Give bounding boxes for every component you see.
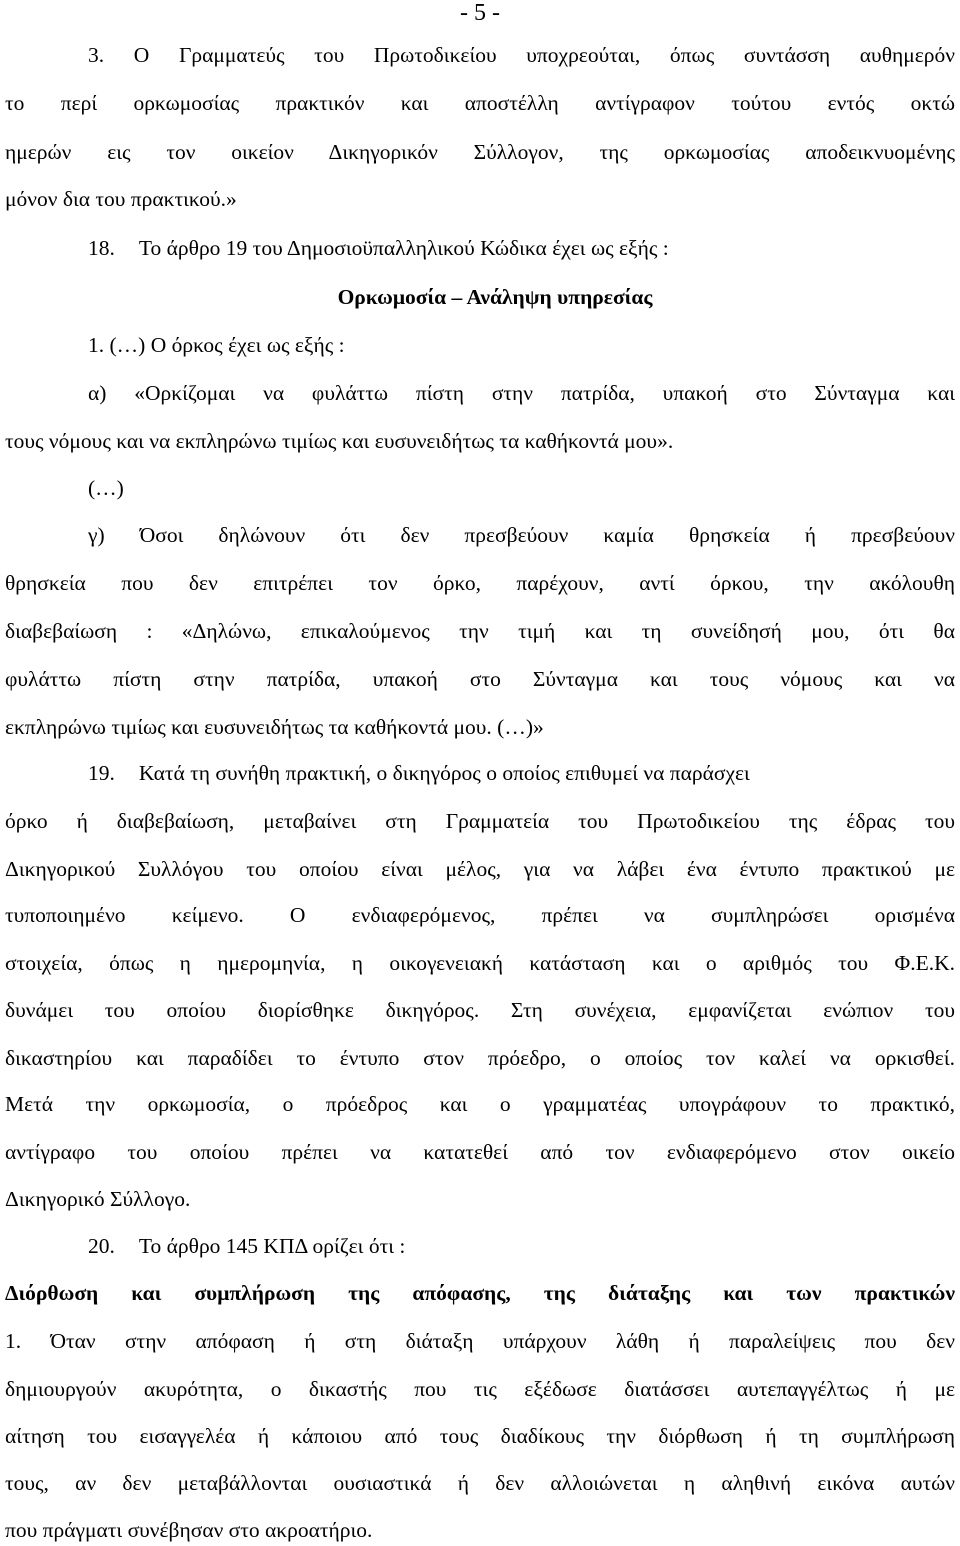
text-line: θρησκεία που δεν επιτρέπει τον όρκο, παρέχουν, αντί όρκου, την ακόλουθη: [5, 571, 955, 595]
text-line: φυλάττω πίστη στην πατρίδα, υπακοή στο Σύνταγμα και τους νόμους και να: [5, 667, 955, 691]
text-line: δυνάμει του οποίου διορίσθηκε δικηγόρος. Στη συνέχεια, εμφανίζεται ενώπιον του: [5, 998, 955, 1022]
section-number: 18.: [88, 236, 115, 260]
text-line: διαβεβαίωση : «Δηλώνω, επικαλούμενος την τιμή και τη συνείδησή μου, ότι θα: [5, 619, 955, 643]
text-line: στοιχεία, όπως η ημερομηνία, η οικογενειακή κατάσταση και ο αριθμός του Φ.Ε.Κ.: [5, 951, 955, 975]
text-line: α) «Ορκίζομαι να φυλάττω πίστη στην πατρίδα, υπακοή στο Σύνταγμα και: [88, 381, 955, 405]
text-line: 1. (…) Ο όρκος έχει ως εξής :: [88, 333, 345, 357]
text-line: τους, αν δεν μεταβάλλονται ουσιαστικά ή δεν αλλοιώνεται η αληθινή εικόνα αυτών: [5, 1471, 955, 1495]
section-number: 20.: [88, 1234, 115, 1258]
text-line: αντίγραφο του οποίου πρέπει να κατατεθεί από τον ενδιαφερόμενο στον οικείο: [5, 1140, 955, 1164]
text-line: τυποποιημένο κείμενο. Ο ενδιαφερόμενος, πρέπει να συμπληρώσει ορισμένα: [5, 903, 955, 927]
text-line: Δικηγορικό Σύλλογο.: [5, 1187, 191, 1211]
text-line: ημερών εις τον οικείον Δικηγορικόν Σύλλογον, της ορκωμοσίας αποδεικνυομένης: [5, 140, 955, 164]
subheading-oath: Ορκωμοσία – Ανάληψη υπηρεσίας: [337, 285, 653, 309]
section-18-heading: 18. Το άρθρο 19 του Δημοσιοϋπαλληλικού Κώδικα έχει ως εξής :: [88, 236, 669, 260]
text-line: 3. Ο Γραμματεύς του Πρωτοδικείου υποχρεούται, όπως συντάσση αυθημερόν: [88, 43, 955, 67]
section-19-heading: 19. Κατά τη συνήθη πρακτική, ο δικηγόρος ο οποίος επιθυμεί να παράσχει: [88, 761, 750, 785]
text-line: που πράγματι συνέβησαν στο ακροατήριο.: [5, 1518, 373, 1542]
text-line: αίτηση του εισαγγελέα ή κάποιου από τους διαδίκους την διόρθωση ή τη συμπλήρωση: [5, 1424, 955, 1448]
section-20-heading: 20. Το άρθρο 145 ΚΠΔ ορίζει ότι :: [88, 1234, 406, 1258]
text-line: δικαστηρίου και παραδίδει το έντυπο στον πρόεδρο, ο οποίος τον καλεί να ορκισθεί.: [5, 1046, 955, 1070]
text-line: Δικηγορικού Συλλόγου του οποίου είναι μέλος, για να λάβει ένα έντυπο πρακτικού με: [5, 857, 955, 881]
text-line: εκπληρώνω τιμίως και ευσυνειδήτως τα καθήκοντά μου. (…)»: [5, 715, 544, 739]
text-line: μόνον δια του πρακτικού.»: [5, 187, 237, 211]
text-line: όρκο ή διαβεβαίωση, μεταβαίνει στη Γραμματεία του Πρωτοδικείου της έδρας του: [5, 809, 955, 833]
text-line: Μετά την ορκωμοσία, ο πρόεδρος και ο γραμματέας υπογράφουν το πρακτικό,: [5, 1092, 955, 1116]
text-line: το περί ορκωμοσίας πρακτικόν και αποστέλλη αντίγραφον τούτου εντός οκτώ: [5, 91, 955, 115]
text-line: (…): [88, 476, 124, 500]
page-number: - 5 -: [460, 0, 500, 26]
text-line: γ) Όσοι δηλώνουν ότι δεν πρεσβεύουν καμία θρησκεία ή πρεσβεύουν: [88, 523, 955, 547]
subheading-correction: Διόρθωση και συμπλήρωση της απόφασης, της διάταξης και των πρακτικών: [5, 1281, 955, 1305]
text-line: 1. Όταν στην απόφαση ή στη διάταξη υπάρχουν λάθη ή παραλείψεις που δεν: [5, 1329, 955, 1353]
text-line: τους νόμους και να εκπληρώνω τιμίως και ευσυνειδήτως τα καθήκοντά μου».: [5, 429, 674, 453]
text-line: δημιουργούν ακυρότητα, ο δικαστής που τις εξέδωσε διατάσσει αυτεπαγγέλτως ή με: [5, 1377, 955, 1401]
section-number: 19.: [88, 761, 115, 785]
